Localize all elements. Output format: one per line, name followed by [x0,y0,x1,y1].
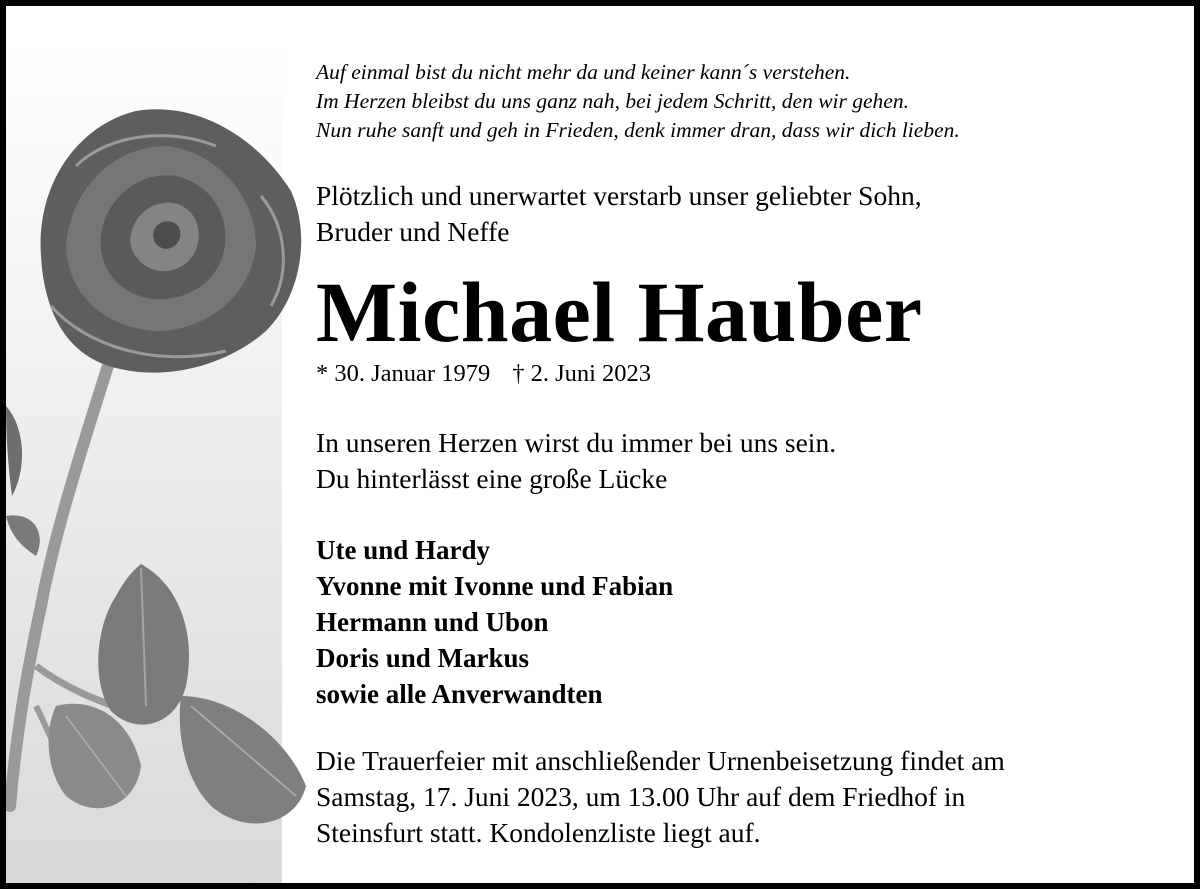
intro-line: Plötzlich und unerwartet verstarb unser geliebter Sohn, [316,180,922,211]
comfort-text [316,425,836,497]
comfort-line: Du hinterlässt eine große Lücke [316,463,668,494]
verse-line: Im Herzen bleibst du uns ganz nah, bei jedem Schritt, den wir gehen. [316,89,909,113]
service-info [316,743,1005,851]
death-date: † 2. Juni 2023 [512,360,652,387]
memorial-verse [316,58,960,145]
deceased-name: Michael Hauber [316,264,923,360]
mourner-entry: sowie alle Anverwandten [316,679,603,709]
life-dates [316,357,651,391]
verse-line: Auf einmal bist du nicht mehr da und keiner kann´s verstehen. [316,60,851,84]
comfort-line: In unseren Herzen wirst du immer bei uns sein. [316,427,837,458]
service-line: Samstag, 17. Juni 2023, um 13.00 Uhr auf dem Friedhof in [316,781,966,812]
mourners-list [316,532,673,712]
rose-image [6,106,316,866]
service-line: Steinsfurt statt. Kondolenzliste liegt auf. [316,817,761,848]
intro-line: Bruder und Neffe [316,216,510,247]
verse-line: Nun ruhe sanft und geh in Frieden, denk immer dran, dass wir dich lieben. [316,118,960,142]
service-line: Die Trauerfeier mit anschließender Urnenbeisetzung findet am [316,745,1005,776]
mourner-entry: Yvonne mit Ivonne und Fabian [316,571,674,601]
intro-text [316,178,922,250]
mourner-entry: Doris und Markus [316,643,530,673]
mourner-entry: Hermann und Ubon [316,607,549,637]
mourner-entry: Ute und Hardy [316,535,491,565]
birth-date: * 30. Januar 1979 [316,360,491,387]
